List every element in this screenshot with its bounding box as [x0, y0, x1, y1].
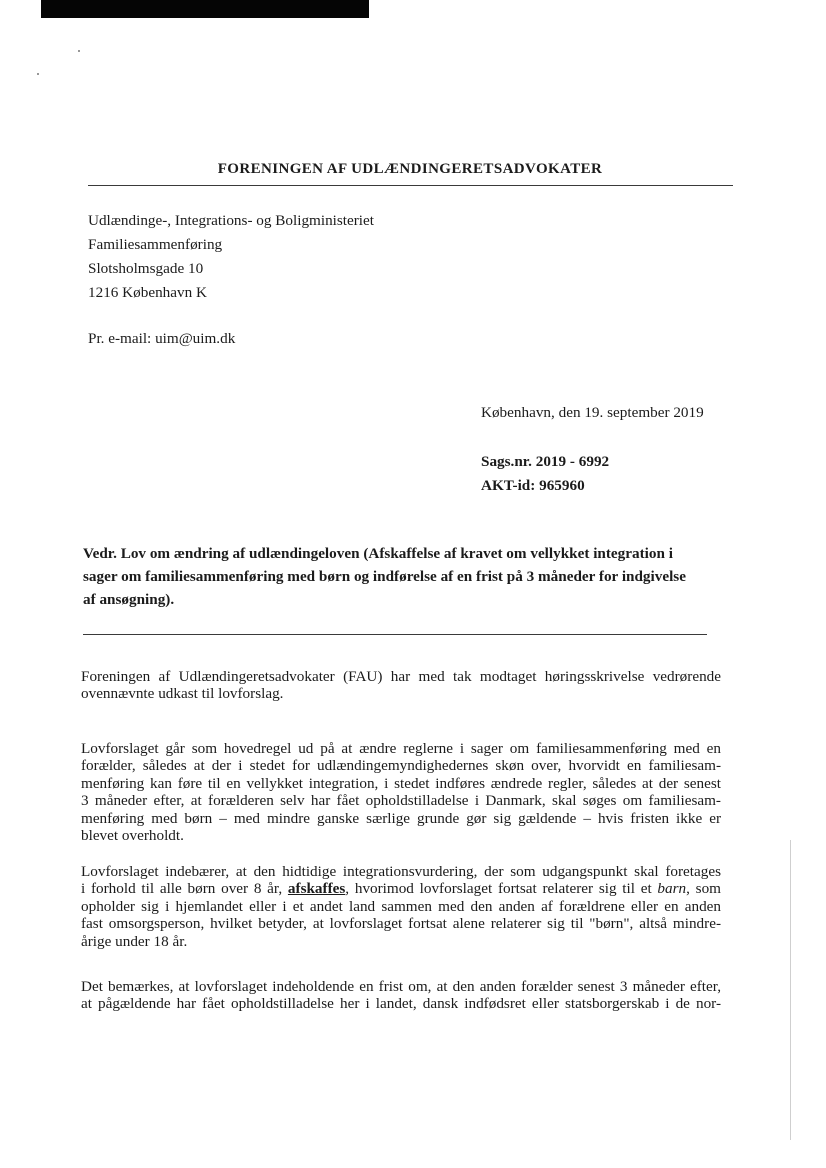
- case-number: Sags.nr. 2019 - 6992: [481, 453, 610, 470]
- case-reference: [481, 450, 609, 498]
- scan-speck: [37, 73, 39, 75]
- paragraph-line: fast omsorgsperson, hvilket betyder, at lovforslaget fortsat alene relaterer sig til "børn", altså mindre-: [81, 915, 721, 933]
- paragraph-line: menføring kan føre til en vellykket integration, i stedet indføres ændrede regler, således at der senest: [81, 774, 721, 792]
- scan-edge-line: [790, 840, 791, 1140]
- redaction-bar: [41, 0, 369, 18]
- subject-rule: [83, 634, 707, 635]
- paragraph-line: ovennævnte udkast til lovforslag.: [81, 685, 284, 703]
- address-line: 1216 København K: [88, 284, 207, 301]
- text-run: i forhold til alle børn over 8 år,: [81, 880, 288, 898]
- place-date: København, den 19. september 2019: [481, 404, 704, 421]
- text-run: , hvorimod lovforslaget fortsat relaterer sig til et: [345, 880, 658, 898]
- paragraph-line: opholder sig i hjemlandet eller i et andet land sammen med den anden af forældrene eller en anden: [81, 897, 721, 915]
- paragraph-line: menføring med børn – med mindre ganske særlige grunde gør sig gældende – hvis fristen ikke er: [81, 809, 721, 827]
- subject-line: Vedr. Lov om ændring af udlændingeloven (Afskaffelse af kravet om vellykket integration i: [83, 545, 673, 562]
- paragraph-line: Foreningen af Udlændingeretsadvokater (FAU) har med tak modtaget høringsskrivelse vedrørende: [81, 668, 721, 685]
- akt-id: AKT-id: 965960: [481, 477, 585, 494]
- paragraph-summary: [81, 740, 721, 844]
- barn-italic: barn: [657, 880, 687, 898]
- recipient-address: [88, 209, 374, 305]
- address-line: Familiesammenføring: [88, 236, 223, 253]
- address-line: Udlændinge-, Integrations- og Boligministeriet: [88, 212, 374, 229]
- paragraph-deadline: [81, 978, 721, 1013]
- paragraph-line: Det bemærkes, at lovforslaget indeholdende en frist om, at den anden forælder senest 3 måneder efter,: [81, 978, 721, 995]
- address-line: Slotsholmsgade 10: [88, 260, 204, 277]
- paragraph-line: [81, 880, 721, 897]
- paragraph-line: forælder, således at der i stedet for udlændingemyndighedernes skøn over, hvorvidt en familiesam-: [81, 757, 721, 775]
- paragraph-integration: [81, 863, 721, 950]
- recipient-email: Pr. e-mail: uim@uim.dk: [88, 330, 236, 347]
- paragraph-line: blevet overholdt.: [81, 827, 184, 845]
- paragraph-line: at pågældende har fået opholdstilladelse her i landet, dansk indfødsret eller statsborgerskab i de nor-: [81, 995, 721, 1013]
- paragraph-line: 3 måneder efter, at forælderen selv har fået opholdstilladelse i Danmark, skal søges om familiesam-: [81, 792, 721, 810]
- subject-heading: [83, 542, 733, 611]
- paragraph-line: Lovforslaget indebærer, at den hidtidige integrationsvurdering, der som udgangspunkt skal foretages: [81, 863, 721, 880]
- afskaffes-emphasis: afskaffes: [287, 880, 346, 898]
- paragraph-line: Lovforslaget går som hovedregel ud på at ændre reglerne i sager om familiesammenføring med en: [81, 740, 721, 757]
- letterhead-title: FORENINGEN AF UDLÆNDINGERETSADVOKATER: [217, 161, 603, 177]
- text-run: , som: [686, 880, 721, 898]
- subject-line: af ansøgning).: [83, 591, 175, 608]
- paragraph-intro: [81, 668, 721, 703]
- scan-speck: [78, 50, 80, 52]
- paragraph-line: årige under 18 år.: [81, 932, 188, 950]
- letterhead-rule: [88, 185, 733, 186]
- subject-line: sager om familiesammenføring med børn og indførelse af en frist på 3 måneder for indgivelse: [83, 568, 686, 585]
